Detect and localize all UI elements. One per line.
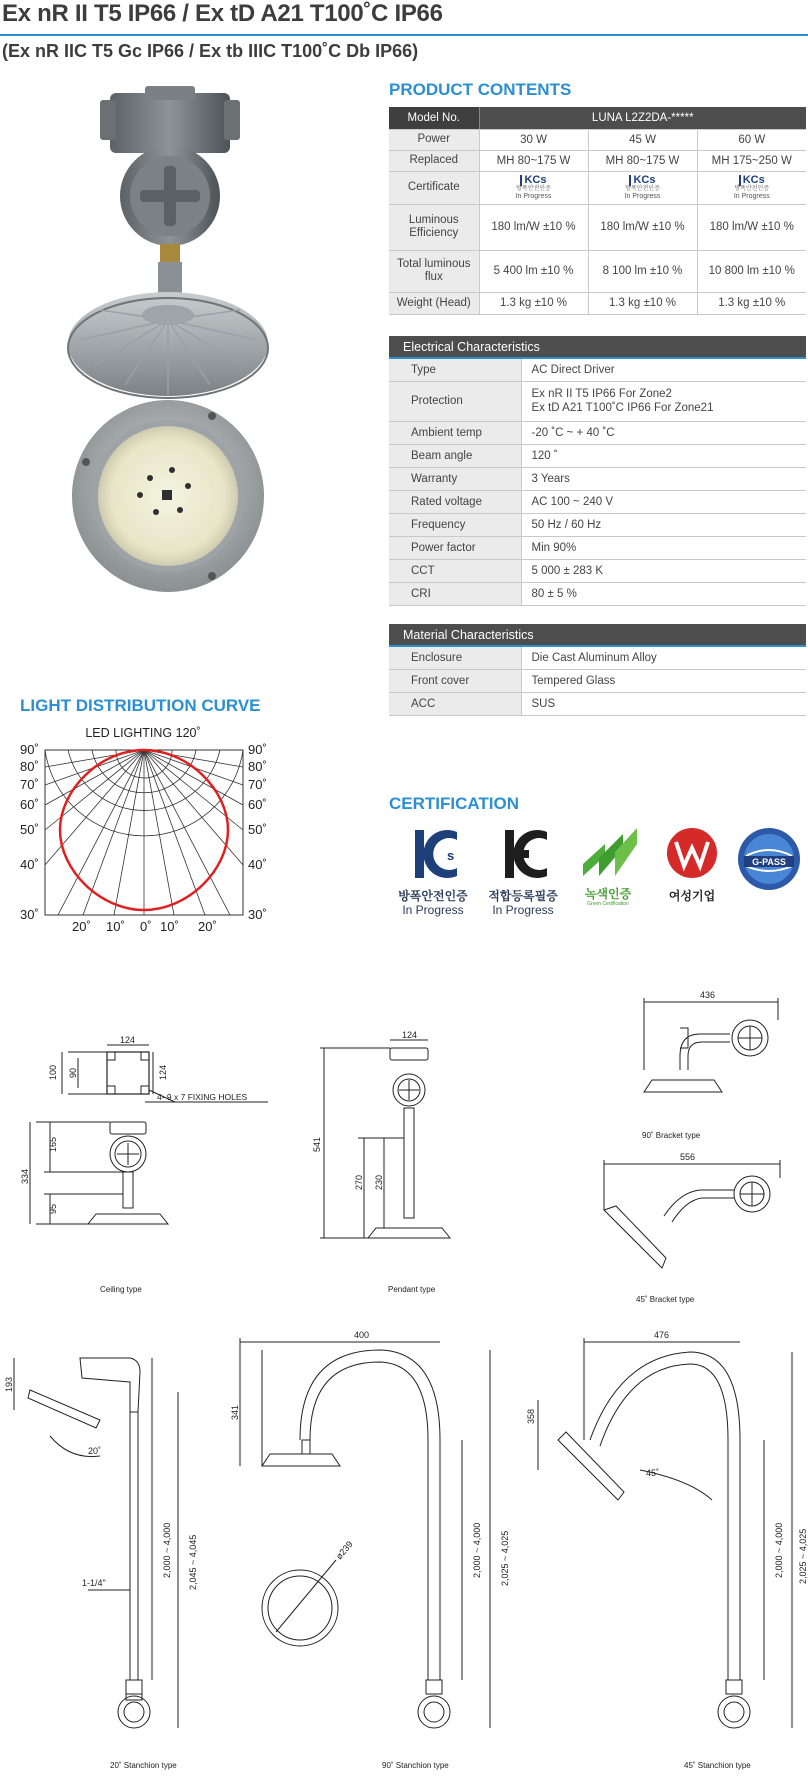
material-heading: Material Characteristics — [389, 624, 806, 646]
dim-label: 230 — [374, 1174, 384, 1190]
dim-label: 2,025 ~ 4,025 — [500, 1530, 510, 1586]
page-title: Ex nR II T5 IP66 / Ex tD A21 T100˚C IP66 — [2, 0, 443, 27]
dim-label: 270 — [354, 1174, 364, 1190]
row-label: ACC — [389, 692, 521, 715]
light-distribution-chart — [0, 720, 300, 940]
cert-status: In Progress — [733, 192, 770, 200]
dim-label: 95 — [48, 1203, 58, 1214]
row-label: Beam angle — [389, 444, 521, 467]
cert-caption: 녹색인증 — [584, 887, 632, 901]
angle-label: 90˚ — [248, 742, 267, 757]
gpass-text: G-PASS — [752, 857, 786, 867]
kc-mark-icon — [493, 826, 553, 884]
green-cert-logo — [570, 824, 646, 907]
dim-label: 4- 9 x 7 FIXING HOLES — [157, 1092, 248, 1102]
cert-status: In Progress — [515, 192, 552, 200]
dim-label: ø239 — [333, 1539, 355, 1562]
green-leaf-icon — [575, 824, 641, 882]
kcs-mark-icon: KCs — [520, 175, 546, 186]
angle-label: 20˚ — [198, 919, 217, 934]
cell: 180 lm/W ±10 % — [479, 204, 588, 250]
cell: 45 W — [588, 129, 697, 150]
cell: MH 175~250 W — [697, 150, 806, 171]
dim-label: 556 — [680, 1152, 696, 1162]
row-label: Weight (Head) — [389, 292, 479, 314]
cell: 120 ˚ — [521, 444, 806, 467]
product-contents-heading: PRODUCT CONTENTS — [389, 80, 572, 99]
cell: 1.3 kg ±10 % — [697, 292, 806, 314]
dim-label: 476 — [654, 1330, 670, 1340]
kcs-mark-icon: KCs — [629, 175, 655, 186]
cell: 1.3 kg ±10 % — [479, 292, 588, 314]
angle-label: 70˚ — [20, 777, 39, 792]
model-label: Model No. — [389, 107, 479, 129]
kc-logo — [478, 826, 568, 917]
cell: AC 100 ~ 240 V — [521, 490, 806, 513]
gpass-logo — [736, 826, 802, 897]
cert-sub-label: 방폭안전인증 — [734, 185, 770, 192]
dim-label: 334 — [20, 1168, 30, 1184]
row-label: Power — [389, 129, 479, 150]
dim-label: 2,025 ~ 4,025 — [798, 1528, 808, 1584]
cell: SUS — [521, 692, 806, 715]
svg-text:s: s — [447, 848, 455, 863]
row-label: Warranty — [389, 467, 521, 490]
drawing-caption: Pendant type — [388, 1285, 436, 1294]
cert-caption: 방폭안전인증 — [398, 889, 468, 903]
cell: 3 Years — [521, 467, 806, 490]
angle-label: 60˚ — [248, 797, 267, 812]
dim-label: 2,000 ~ 4,000 — [774, 1522, 784, 1578]
dim-label: 2,045 ~ 4,045 — [188, 1534, 198, 1590]
women-business-logo — [660, 826, 724, 903]
dim-label: 541 — [312, 1136, 322, 1152]
row-label: Front cover — [389, 669, 521, 692]
protection-line-2: Ex tD A21 T100˚C IP66 For Zone21 — [531, 402, 714, 414]
women-business-icon — [662, 826, 722, 884]
certificate-cell — [589, 175, 697, 201]
row-label: Ambient temp — [389, 421, 521, 444]
cert-caption: 여성기업 — [668, 889, 716, 903]
cell: 180 lm/W ±10 % — [588, 204, 697, 250]
cell: MH 80~175 W — [479, 150, 588, 171]
dim-label: 400 — [354, 1330, 370, 1340]
angle-label: 80˚ — [20, 759, 39, 774]
cell: Tempered Glass — [521, 669, 806, 692]
row-label: Replaced — [389, 150, 479, 171]
row-label: Enclosure — [389, 646, 521, 669]
certificate-cell — [480, 175, 588, 201]
cell: AC Direct Driver — [521, 358, 806, 381]
angle-label: 50˚ — [20, 822, 39, 837]
dim-label: 124 — [158, 1064, 168, 1080]
angle-label: 30˚ — [20, 907, 39, 922]
certification-heading: CERTIFICATION — [389, 794, 520, 813]
cert-sub-label: 방폭안전인증 — [516, 185, 551, 192]
row-label: Protection — [389, 381, 521, 421]
dim-label: 341 — [230, 1404, 240, 1420]
angle-label: 80˚ — [248, 759, 267, 774]
cert-status: In Progress — [402, 903, 464, 917]
angle-label: 60˚ — [20, 797, 39, 812]
kcs-mark-icon — [403, 826, 463, 884]
dim-label: 436 — [700, 990, 716, 1000]
kcs-mark-icon: KCs — [739, 175, 765, 186]
cell: 180 lm/W ±10 % — [697, 204, 806, 250]
cell: 60 W — [697, 129, 806, 150]
row-label: Certificate — [389, 171, 479, 204]
kcs-logo — [388, 826, 478, 917]
cell: Min 90% — [521, 536, 806, 559]
cert-caption: 적합등록필증 — [488, 889, 558, 903]
material-table — [389, 624, 806, 716]
dim-label: 165 — [48, 1136, 58, 1152]
angle-label: 0˚ — [140, 919, 152, 934]
cell: 10 800 lm ±10 % — [697, 250, 806, 292]
product-contents-table — [389, 107, 806, 315]
row-label: Rated voltage — [389, 490, 521, 513]
angle-label: 50˚ — [248, 822, 267, 837]
cell: 5 000 ± 283 K — [521, 559, 806, 582]
dim-label: 358 — [526, 1408, 536, 1424]
drawing-caption: 90˚ Bracket type — [642, 1131, 701, 1140]
certificate-cell — [698, 175, 807, 201]
cell: 8 100 lm ±10 % — [588, 250, 697, 292]
angle-label: 20˚ — [72, 919, 91, 934]
cell: -20 ˚C ~ + 40 ˚C — [521, 421, 806, 444]
cell — [521, 381, 806, 421]
dim-label: 124 — [402, 1030, 418, 1040]
angle-label: 40˚ — [20, 857, 39, 872]
angle-label: 10˚ — [160, 919, 179, 934]
electrical-heading: Electrical Characteristics — [389, 336, 806, 358]
dim-label: 2,000 ~ 4,000 — [472, 1522, 482, 1578]
drawing-caption: 90˚ Stanchion type — [382, 1761, 449, 1770]
cell: MH 80~175 W — [588, 150, 697, 171]
drawing-caption: 45˚ Bracket type — [636, 1295, 695, 1304]
row-label: CCT — [389, 559, 521, 582]
cell: Die Cast Aluminum Alloy — [521, 646, 806, 669]
row-label: Type — [389, 358, 521, 381]
gpass-seal-icon — [736, 826, 802, 892]
dim-label: 20˚ — [88, 1446, 102, 1456]
row-label: Power factor — [389, 536, 521, 559]
electrical-table — [389, 336, 806, 606]
dim-label: 2,000 ~ 4,000 — [162, 1522, 172, 1578]
cert-status: In Progress — [492, 903, 554, 917]
angle-label: 90˚ — [20, 742, 39, 757]
dim-label: 90 — [68, 1067, 78, 1078]
row-label: Luminous Efficiency — [389, 204, 479, 250]
cell: 1.3 kg ±10 % — [588, 292, 697, 314]
dim-label: 124 — [120, 1035, 136, 1045]
title-divider — [0, 34, 808, 36]
cert-sub-label: 방폭안전인증 — [625, 185, 660, 192]
dim-label: 45˚ — [646, 1468, 660, 1478]
chart-title: LED LIGHTING 120˚ — [85, 726, 201, 740]
dim-label: 100 — [48, 1064, 58, 1080]
angle-label: 10˚ — [106, 919, 125, 934]
angle-label: 30˚ — [248, 907, 267, 922]
cell: 50 Hz / 60 Hz — [521, 513, 806, 536]
row-label: Frequency — [389, 513, 521, 536]
dim-label: 1-1/4" — [82, 1578, 106, 1588]
light-distribution-heading: LIGHT DISTRIBUTION CURVE — [20, 696, 261, 715]
row-label: Total luminous flux — [389, 250, 479, 292]
page-subtitle: (Ex nR IIC T5 Gc IP66 / Ex tb IIIC T100˚C Db IP66) — [2, 41, 419, 61]
angle-label: 70˚ — [248, 777, 267, 792]
cell: 5 400 lm ±10 % — [479, 250, 588, 292]
angle-label: 40˚ — [248, 857, 267, 872]
row-label: CRI — [389, 582, 521, 605]
cell: 30 W — [479, 129, 588, 150]
drawing-caption: Ceiling type — [100, 1285, 142, 1294]
model-value: LUNA L2Z2DA-***** — [479, 107, 806, 129]
dim-label: 193 — [4, 1376, 14, 1392]
drawing-caption: 45˚ Stanchion type — [684, 1761, 751, 1770]
protection-line-1: Ex nR II T5 IP66 For Zone2 — [531, 388, 672, 400]
cell: 80 ± 5 % — [521, 582, 806, 605]
cert-status: Green Certification — [587, 901, 629, 907]
cert-status: In Progress — [624, 192, 661, 200]
drawing-caption: 20˚ Stanchion type — [110, 1761, 177, 1770]
